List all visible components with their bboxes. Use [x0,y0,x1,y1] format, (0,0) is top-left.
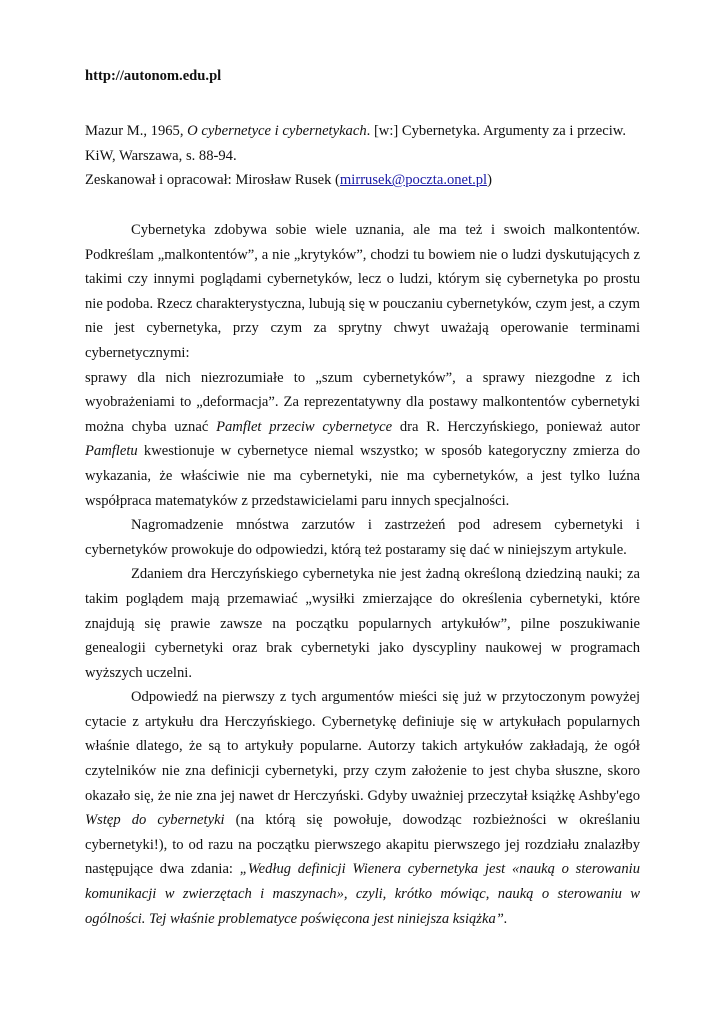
citation-line [85,119,645,168]
citation-author-year: Mazur M., 1965, [85,123,188,139]
scan-credit-line [85,168,645,193]
paragraph-3: Nagromadzenie mnóstwa zarzutów i zastrzeżeń pod adresem cybernetyki i cybernetyków prowokuje do odpowiedzi, którą też postaramy się dać w niniejszym artykule. [85,517,640,558]
wiener-quote: „Według definicji Wienera cybernetyka jest «nauką o sterowaniu komunikacji w zwierzętach i maszynach», czyli, krótko mówiąc, nauką o sterowaniu w ogólności. Tej właśnie problematyce poświęcona jest niniejsza książka”. [85,861,640,927]
paragraph-2-text-a: sprawy dla nich niezrozumiałe to „szum cybernetyków”, a sprawy niezgodne z ich wyobrażeniami to „deformacja”. Za reprezentatywny dla postawy malkontentów cybernetyki można chyba uznać [85,369,640,435]
paragraph-4: Zdaniem dra Herczyńskiego cybernetyka nie jest żadną określoną dziedziną nauki; za takim poglądem mają przemawiać „wysiłki zmierzające do określenia cybernetyki, które znajdują się prawie zawsze na początku popularnych artykułów”, pilne poszukiwanie genealogii cybernetyki oraz brak cybernetyki jako dyscypliny naukowej w programach wyższych uczelni. [85,566,640,681]
article-body [85,218,640,931]
scan-credit-prefix: Zeskanował i opracował: Mirosław Rusek ( [85,172,340,188]
source-url: http://autonom.edu.pl [85,68,222,84]
paragraph-1: Cybernetyka zdobywa sobie wiele uznania, ale ma też i swoich malkontentów. Podkreślam „malkontentów”, a nie „krytyków”, chodzi tu bowiem nie o ludzi dyskutujących z takimi czy innymi poglądami cybernetyków, lecz o ludzi, którym się cybernetyka po prostu nie podoba. Rzecz charakterystyczna, lubują się w pouczaniu cybernetyków, czym jest, a czym nie jest cybernetyka, przy czym za sprytny chwyt uważają operowanie terminami cybernetycznymi: [85,222,641,361]
paragraph-2-text-b: dra R. Herczyńskiego, ponieważ autor [392,418,641,435]
paragraph-2-text-c: kwestionuje w cybernetyce niemal wszystko; w sposób kategoryczny zmierza do wykazania, że właściwie nie ma cybernetyki, nie ma cybernetyków, a jest tylko luźna współpraca matematyków z przedstawicielami paru innych specjalności. [85,443,640,509]
scan-credit-suffix: ) [487,172,492,188]
paragraph-2 [85,366,640,514]
paragraph-5 [85,685,640,931]
pamphlet-short-title: Pamfletu [85,443,138,460]
book-title: Wstęp do cybernetyki [85,812,225,829]
citation-title: O cybernetyce i cybernetykach [187,123,367,139]
paragraph-5-text-b: (na którą się powołuje, dowodząc rozbieżności w określaniu cybernetyki!), to od razu na początku pierwszego akapitu pierwszego jej rozdziału znalazłby następujące dwa zdania: [85,812,640,878]
citation-block [85,119,645,193]
email-link[interactable]: mirrusek@poczta.onet.pl [339,172,488,188]
citation-rest: . [w:] Cybernetyka. Argumenty za i przeciw. KiW, Warszawa, s. 88-94. [85,123,626,164]
paragraph-5-text-a: Odpowiedź na pierwszy z tych argumentów mieści się już w przytoczonym powyżej cytacie z artykułu dra Herczyńskiego. Cybernetykę definiuje się w artykułach popularnych właśnie dlatego, że są to artykuły popularne. Autorzy takich artykułów zakładają, że ogół czytelników nie zna definicji cybernetyki, przy czym założenie to jest chyba słuszne, skoro okazało się, że nie zna jej nawet dr Herczyński. Gdyby uważniej przeczytał książkę Ashby'ego [85,689,640,804]
pamphlet-title: Pamflet przeciw cybernetyce [216,418,393,435]
